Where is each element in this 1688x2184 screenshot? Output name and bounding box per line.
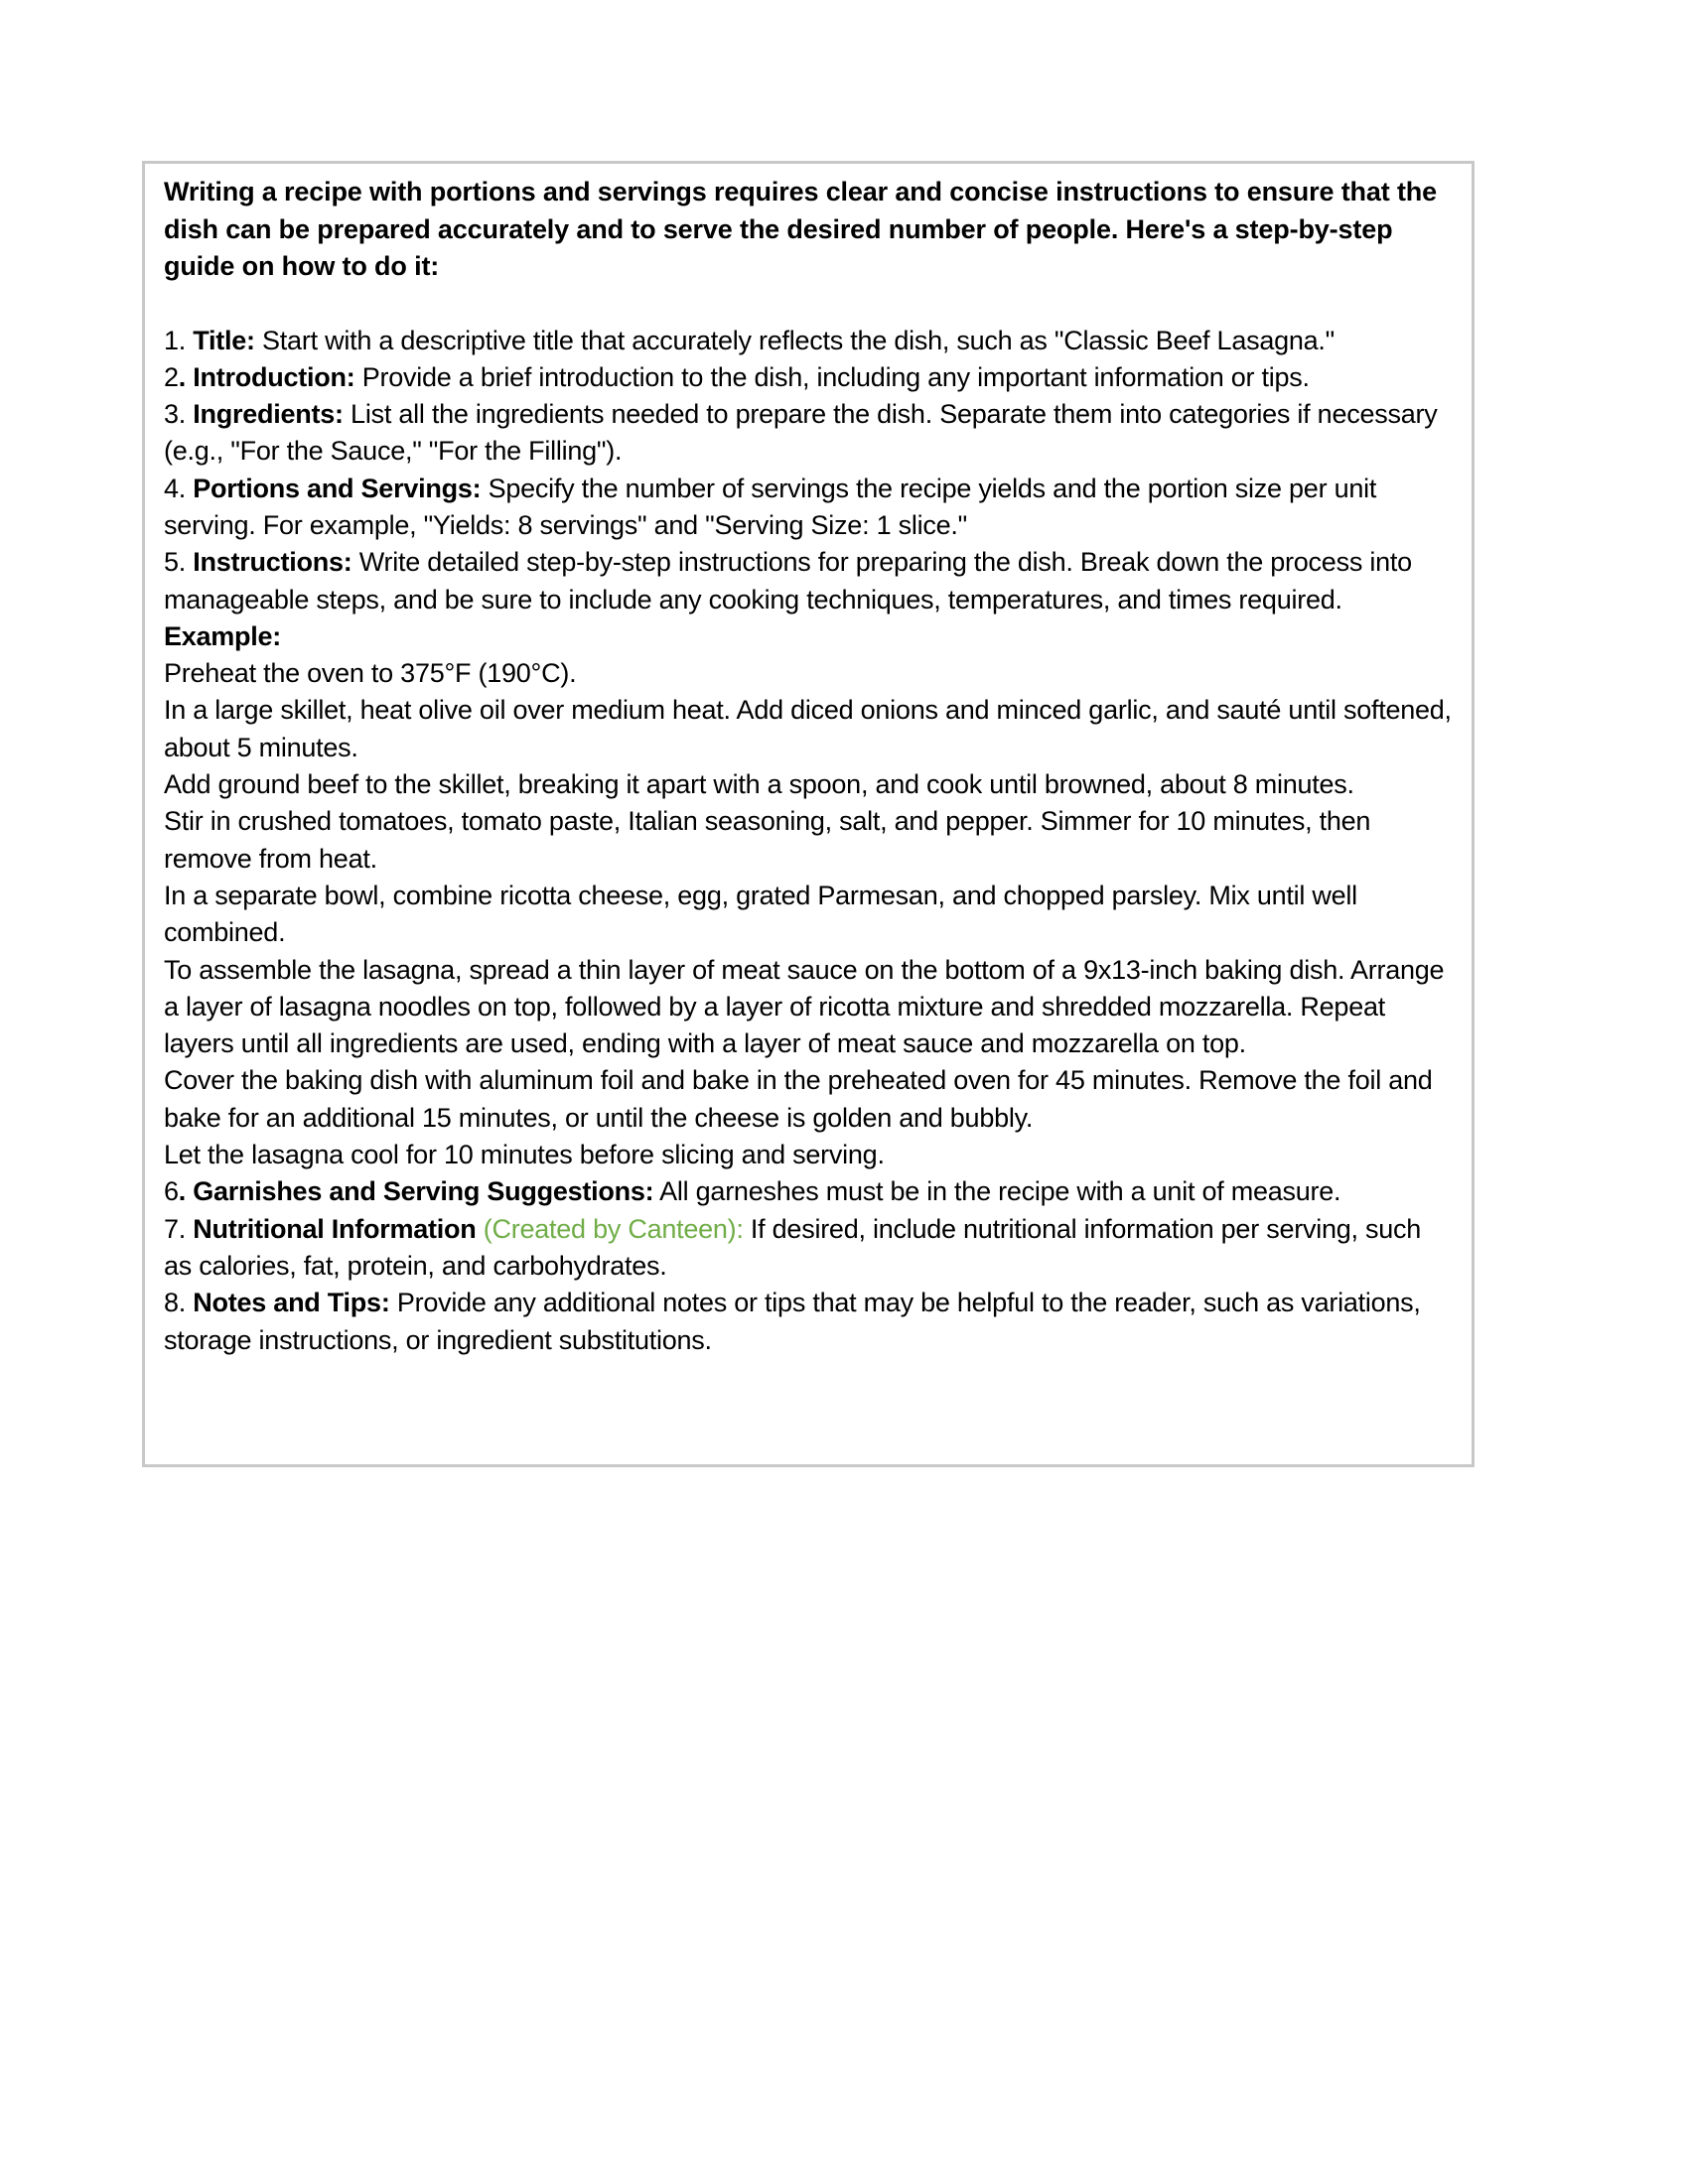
intro-paragraph: Writing a recipe with portions and servings requires clear and concise instructions to ensure that the dish can be prepared accurately and to serve the desired number of people. Here's a step-by-step guide on how to do it: — [164, 177, 1437, 281]
item-text: Specify the number of servings the recipe yields and the portion size per unit serving. For example, "Yields: 8 servings" and "Serving Size: 1 slice." — [164, 473, 1377, 540]
item-number: 8. — [164, 1288, 194, 1318]
item-text: Start with a descriptive title that accurately reflects the dish, such as "Classic Beef Lasagna." — [254, 325, 1335, 355]
item-number: 5. — [164, 547, 194, 578]
item-heading: Portions and Servings: — [193, 473, 482, 503]
example-step: Let the lasagna cool for 10 minutes before slicing and serving. — [164, 1140, 885, 1170]
item-garnishes — [164, 1173, 1453, 1210]
item-instructions — [164, 544, 1453, 618]
example-step: In a separate bowl, combine ricotta cheese, egg, grated Parmesan, and chopped parsley. Mix until well combined. — [164, 880, 1357, 948]
item-heading: Ingredients: — [193, 399, 344, 430]
item-heading: Nutritional Information — [193, 1213, 477, 1244]
item-heading: . Garnishes and Serving Suggestions: — [178, 1176, 654, 1207]
item-title — [164, 323, 1453, 359]
item-heading: . Introduction: — [178, 361, 355, 392]
canteen-note: (Created by Canteen): — [476, 1213, 744, 1244]
example-step: Add ground beef to the skillet, breaking it apart with a spoon, and cook until browned, about 8 minutes. — [164, 769, 1354, 800]
item-text: Provide a brief introduction to the dish, including any important information or tips. — [354, 361, 1310, 392]
example-step: Preheat the oven to 375°F (190°C). — [164, 658, 577, 689]
example-step: Cover the baking dish with aluminum foil and bake in the preheated oven for 45 minutes. Remove the foil and bake for an additional 15 minutes, or until the cheese is golden and bubbly. — [164, 1065, 1433, 1133]
item-nutrition — [164, 1211, 1453, 1286]
item-number: 7. — [164, 1213, 194, 1244]
item-notes — [164, 1285, 1453, 1359]
item-heading: Instructions: — [193, 547, 352, 578]
example-step: To assemble the lasagna, spread a thin layer of meat sauce on the bottom of a 9x13-inch baking dish. Arrange a layer of lasagna noodles on top, followed by a layer of ricotta mixture and shredded mozzarella. Repeat layers until all ingredients are used, ending with a layer of meat sauce and mozzarella on top. — [164, 954, 1445, 1059]
recipe-guide-textbox — [142, 161, 1475, 1467]
item-heading: Notes and Tips: — [193, 1288, 390, 1318]
item-portions — [164, 471, 1453, 545]
item-text: Provide any additional notes or tips that may be helpful to the reader, such as variations, storage instructions, or ingredient substitutions. — [164, 1288, 1421, 1355]
example-step: Stir in crushed tomatoes, tomato paste, Italian seasoning, salt, and pepper. Simmer for 10 minutes, then remove from heat. — [164, 806, 1371, 874]
item-number: 6 — [164, 1176, 179, 1207]
example-label: Example: — [164, 620, 282, 651]
item-text: Write detailed step-by-step instructions for preparing the dish. Break down the process into manageable steps, and be sure to include any cooking techniques, temperatures, and times required. — [164, 547, 1412, 614]
item-number: 3. — [164, 399, 194, 430]
item-introduction — [164, 359, 1453, 396]
item-number: 1. — [164, 325, 194, 355]
item-ingredients — [164, 396, 1453, 471]
item-text: List all the ingredients needed to prepare the dish. Separate them into categories if necessary (e.g., "For the Sauce," "For the Filling"). — [164, 399, 1438, 467]
item-text: If desired, include nutritional information per serving, such as calories, fat, protein, and carbohydrates. — [164, 1213, 1422, 1281]
example-step: In a large skillet, heat olive oil over medium heat. Add diced onions and minced garlic, and sauté until softened, about 5 minutes. — [164, 695, 1452, 762]
item-number: 2 — [164, 361, 179, 392]
item-number: 4. — [164, 473, 194, 503]
item-text: All garneshes must be in the recipe with a unit of measure. — [653, 1176, 1341, 1207]
item-heading: Title: — [193, 325, 255, 355]
